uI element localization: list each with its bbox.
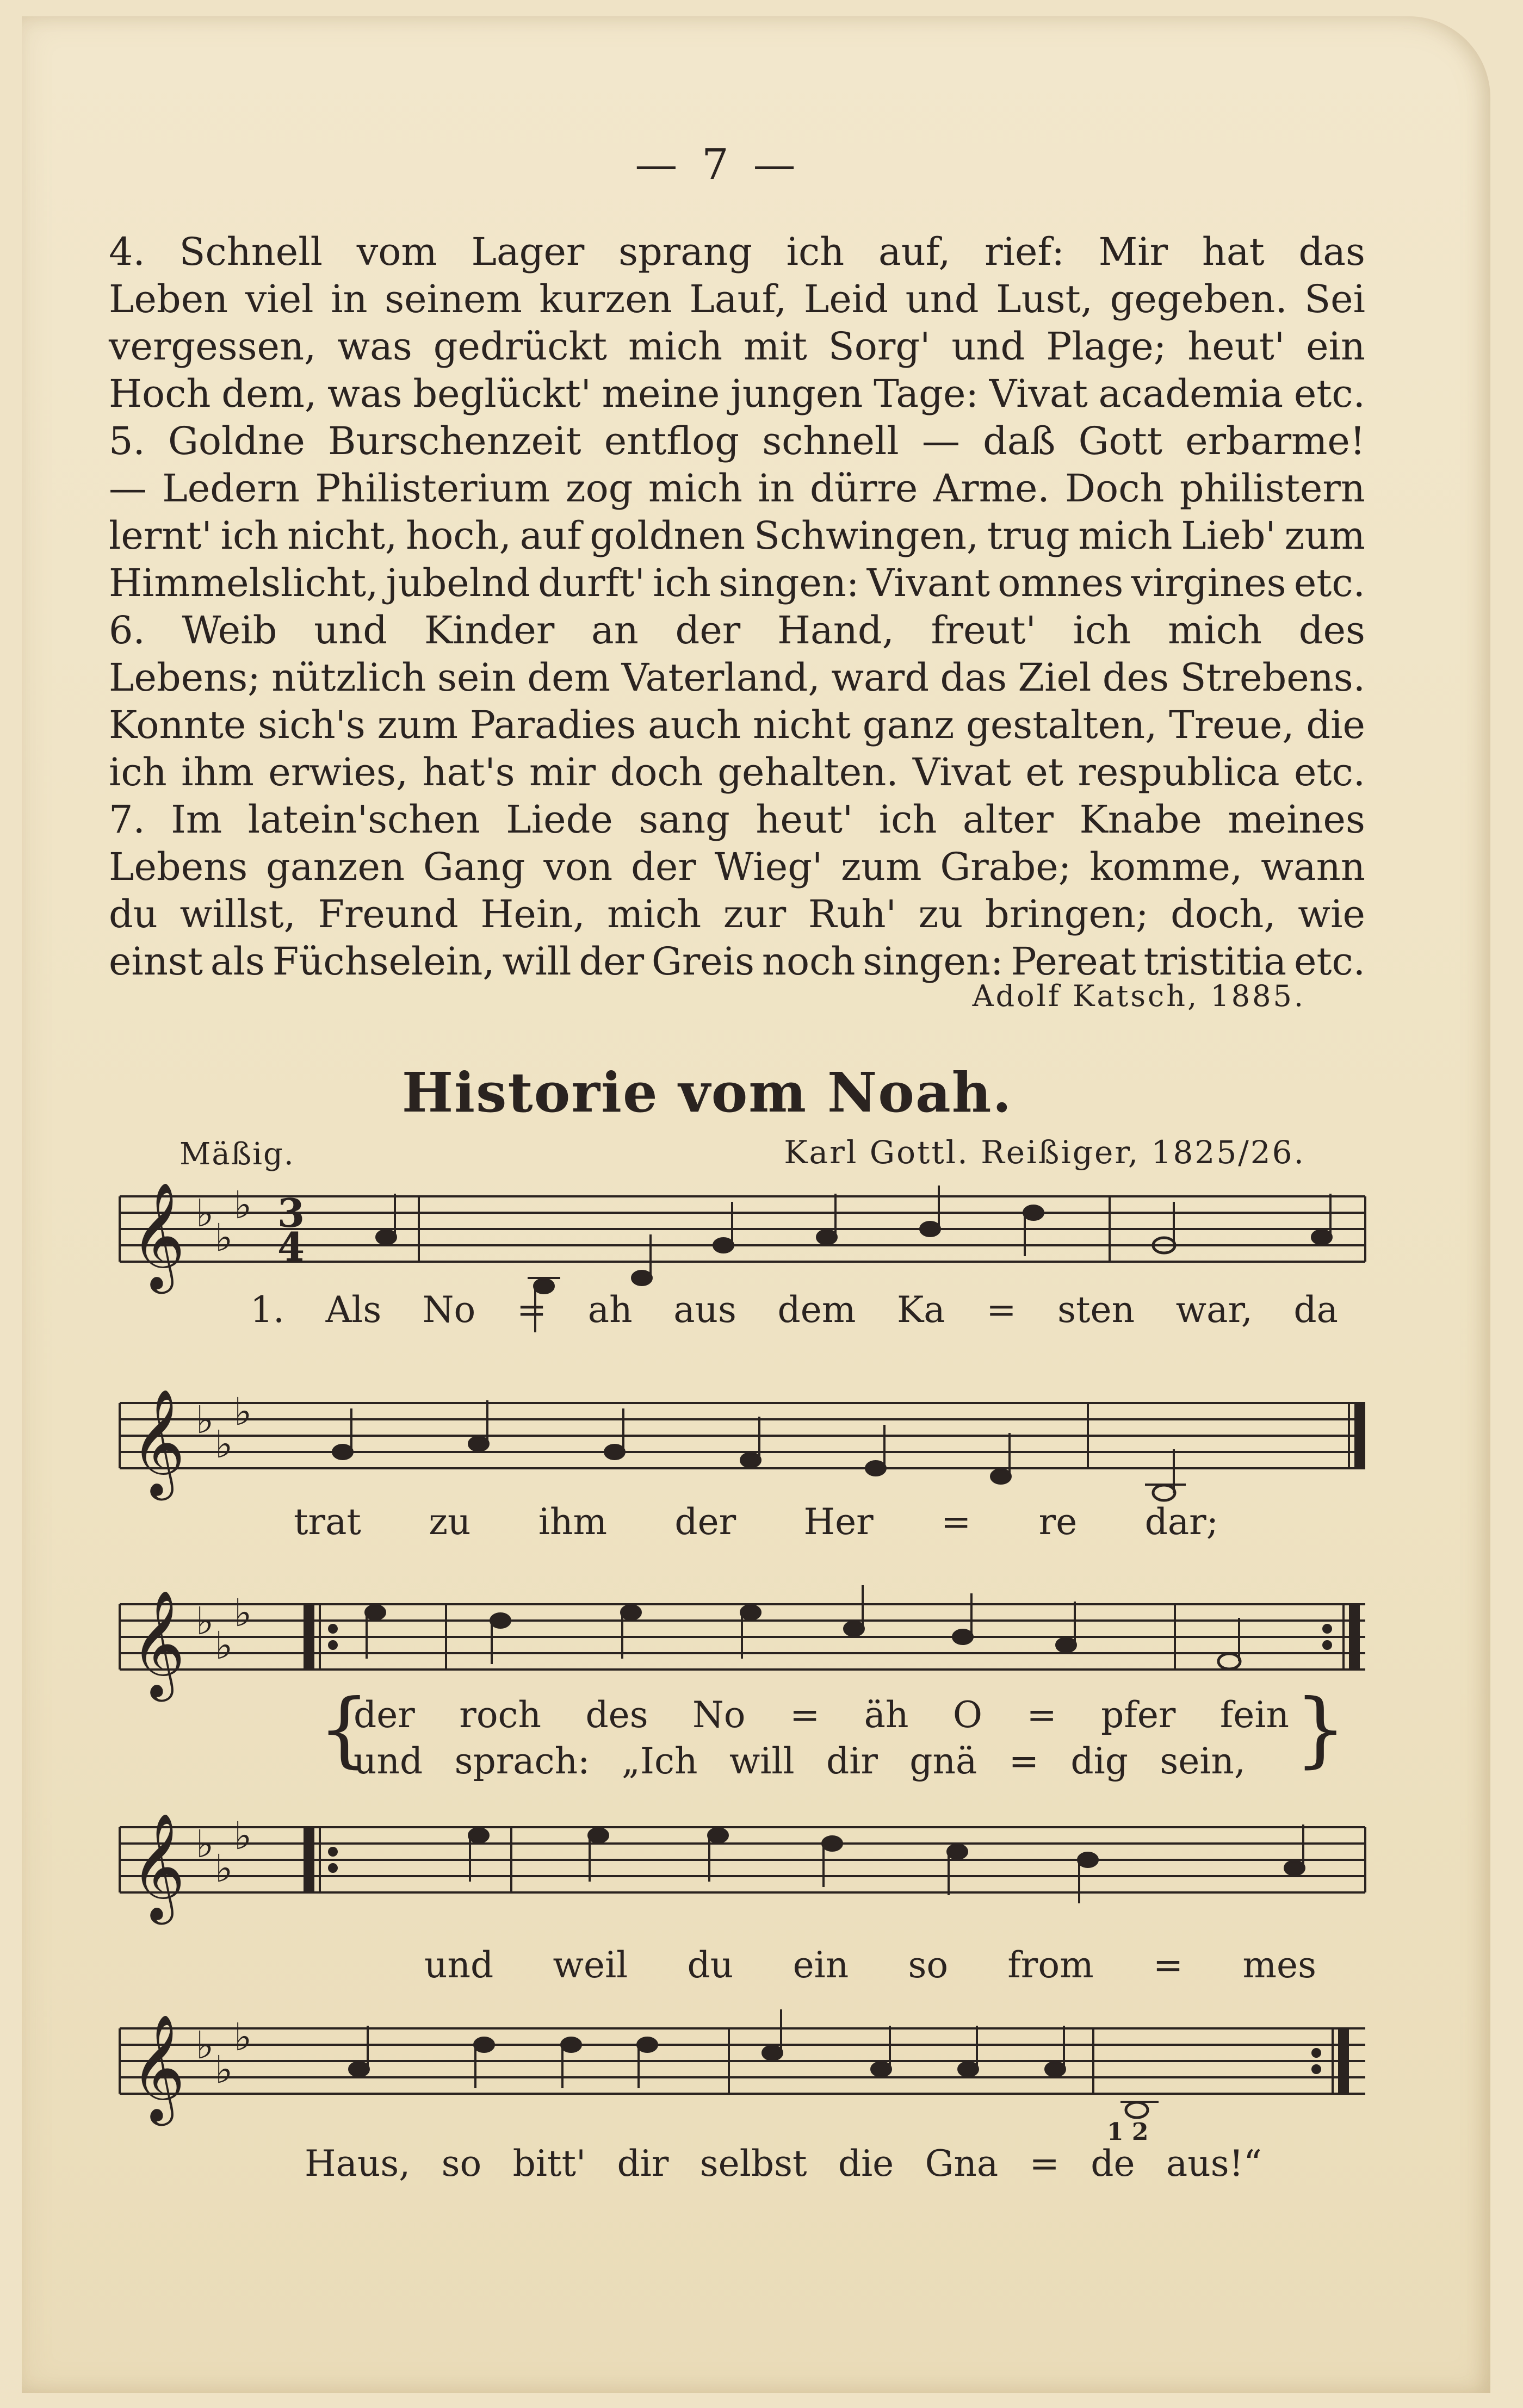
- verse-word: mich: [648, 466, 742, 511]
- lyric-syllable: No: [422, 1289, 476, 1331]
- verse-word: mich: [607, 892, 702, 936]
- lyric-syllable: re: [1038, 1501, 1078, 1543]
- verse-word: Ledern: [162, 466, 300, 511]
- verse-word: Hoch: [109, 371, 211, 416]
- verse-word: noch: [762, 939, 856, 984]
- verse-word: alter: [962, 797, 1054, 842]
- verse-word: nützlich: [271, 655, 426, 700]
- verse-word: Himmelslicht,: [109, 561, 379, 605]
- svg-text:♭: ♭: [215, 1623, 233, 1668]
- volta-number: 1 2: [1107, 2118, 1149, 2146]
- composer-attribution: Karl Gottl. Reißiger, 1825/26.: [784, 1134, 1305, 1171]
- verse-word: Hand,: [777, 608, 894, 653]
- verse-word: Lager: [471, 229, 585, 274]
- verse-word: Liede: [506, 797, 613, 842]
- verse-word: Leid: [803, 277, 888, 321]
- verse-word: komme,: [1089, 845, 1243, 889]
- treble-clef-icon: [131, 1182, 185, 1294]
- svg-text:𝄞: 𝄞: [131, 1182, 185, 1289]
- svg-text:♭: ♭: [196, 1398, 214, 1442]
- verse-word: 5.: [109, 419, 145, 463]
- music-staff-5: [98, 2007, 1392, 2164]
- verse-word: vergessen,: [109, 324, 317, 369]
- svg-text:♭: ♭: [215, 1846, 233, 1891]
- lyrics-line-5: [305, 2143, 1262, 2184]
- verse-word: meine: [602, 371, 720, 416]
- verse-word: dem,: [221, 371, 317, 416]
- verse-word: Philisterium: [315, 466, 550, 511]
- verse-word: mich: [1168, 608, 1262, 653]
- lyric-syllable: from: [1007, 1944, 1094, 1986]
- verse-line: [109, 749, 1365, 796]
- verse-word: ich: [220, 513, 279, 558]
- verse-word: Kinder: [424, 608, 555, 653]
- verse-word: —: [921, 419, 960, 463]
- verse-word: gedrückt: [433, 324, 608, 369]
- lyric-syllable: „Ich: [621, 1740, 698, 1782]
- lyric-syllable: gnä: [909, 1740, 977, 1782]
- lyric-syllable: sten: [1057, 1289, 1135, 1331]
- verse-word: Vaterland,: [621, 655, 820, 700]
- verse-word: hoch,: [406, 513, 511, 558]
- verse-word: Goldne: [168, 419, 305, 463]
- lyric-syllable: will: [729, 1740, 795, 1782]
- lyric-syllable: dig: [1070, 1740, 1129, 1782]
- lyric-syllable: O: [952, 1694, 983, 1736]
- verse-word: erwies,: [268, 750, 408, 795]
- verse-line: [109, 323, 1365, 370]
- verse-word: ich: [878, 797, 937, 842]
- verse-line: [109, 607, 1365, 654]
- verse-word: Schnell: [179, 229, 323, 274]
- lyric-syllable: dir: [826, 1740, 878, 1782]
- verse-word: du: [109, 892, 158, 936]
- lyric-syllable: =: [986, 1289, 1017, 1331]
- verse-word: Schwingen,: [753, 513, 979, 558]
- svg-text:𝄞: 𝄞: [131, 1813, 185, 1920]
- lyric-syllable: =: [516, 1289, 547, 1331]
- lyric-syllable: dar;: [1144, 1501, 1218, 1543]
- verse-word: Leben: [109, 277, 228, 321]
- key-signature-flats-icon: [196, 2015, 252, 2092]
- tempo-marking: Mäßig.: [179, 1137, 295, 1172]
- lyric-syllable: und: [354, 1740, 423, 1782]
- verse-word: ward: [831, 655, 930, 700]
- verse-word: Wieg': [714, 845, 823, 889]
- verse-word: Greis: [651, 939, 755, 984]
- svg-text:♭: ♭: [196, 1822, 214, 1866]
- lyric-syllable: Als: [325, 1289, 382, 1331]
- lyric-syllable: der: [674, 1501, 736, 1543]
- verse-word: wann: [1261, 845, 1365, 889]
- verse-word: sich's: [258, 703, 366, 747]
- verse-word: Pereat: [1011, 939, 1136, 984]
- verse-word: Gott: [1078, 419, 1162, 463]
- svg-text:♭: ♭: [196, 2023, 214, 2068]
- verse-word: was: [337, 324, 412, 369]
- lyric-syllable: aus: [673, 1289, 736, 1331]
- lyric-syllable: =: [941, 1501, 971, 1543]
- verse-word: das: [940, 655, 1007, 700]
- lyric-syllable: weil: [553, 1944, 628, 1986]
- verse-word: dürre: [810, 466, 918, 511]
- verse-word: doch: [610, 750, 703, 795]
- verse-word: das: [1298, 229, 1365, 274]
- lyric-syllable: =: [1153, 1944, 1184, 1986]
- verse-word: Gang: [423, 845, 525, 889]
- verse-word: doch,: [1171, 892, 1276, 936]
- verse-word: Arme.: [933, 466, 1050, 511]
- verse-word: in: [758, 466, 795, 511]
- svg-text:♭: ♭: [234, 2015, 252, 2059]
- verse-word: hat: [1202, 229, 1265, 274]
- verse-word: 4.: [109, 229, 145, 274]
- verse-word: daß: [983, 419, 1056, 463]
- verse-word: des: [1102, 655, 1169, 700]
- verse-word: ein: [1306, 324, 1365, 369]
- verse-word: Konnte: [109, 703, 246, 747]
- svg-text:♭: ♭: [234, 1814, 252, 1858]
- verse-word: bringen;: [985, 892, 1149, 936]
- verse-word: zog: [565, 466, 633, 511]
- verse-word: Doch: [1064, 466, 1165, 511]
- svg-text:♭: ♭: [215, 1422, 233, 1467]
- lyric-syllable: da: [1293, 1289, 1338, 1331]
- lyric-syllable: zu: [429, 1501, 471, 1543]
- lyric-syllable: dem: [777, 1289, 856, 1331]
- verse-word: Lauf,: [689, 277, 787, 321]
- verse-word: nicht,: [287, 513, 398, 558]
- verse-word: ich: [109, 750, 167, 795]
- song-title: Historie vom Noah.: [401, 1060, 1013, 1125]
- verse-word: mich: [1078, 513, 1173, 558]
- verse-word: academia: [1098, 371, 1284, 416]
- verse-word: der: [631, 845, 696, 889]
- lyric-syllable: ah: [587, 1289, 633, 1331]
- treble-clef-icon: [131, 1813, 185, 1925]
- verse-line: [109, 418, 1365, 465]
- verse-word: Lebens: [109, 845, 248, 889]
- verse-word: beglückt': [413, 371, 591, 416]
- verse-word: Lebens;: [109, 655, 261, 700]
- verse-word: zum: [377, 703, 459, 747]
- verse-word: gestalten,: [966, 703, 1157, 747]
- verse-word: goldnen: [590, 513, 746, 558]
- lyric-syllable: bitt': [512, 2143, 586, 2184]
- verse-word: Strebens.: [1180, 655, 1365, 700]
- verse-word: der: [675, 608, 741, 653]
- book-page: [22, 16, 1490, 2393]
- lyric-syllable: dir: [617, 2143, 669, 2184]
- verse-word: zum: [841, 845, 922, 889]
- verse-word: omnes: [998, 561, 1124, 605]
- treble-clef-icon: [131, 1388, 185, 1500]
- verse-word: meines: [1228, 797, 1365, 842]
- svg-text:♭: ♭: [196, 1599, 214, 1643]
- verse-word: von: [543, 845, 613, 889]
- verse-word: 6.: [109, 608, 145, 653]
- verse-word: auf: [519, 513, 581, 558]
- verse-word: Plage;: [1046, 324, 1167, 369]
- lyric-syllable: war,: [1175, 1289, 1253, 1331]
- verse-word: mit: [743, 324, 807, 369]
- verse-word: jubelnd: [386, 561, 530, 605]
- verse-line: [109, 228, 1365, 276]
- verse-word: rief:: [985, 229, 1064, 274]
- verse-word: philistern: [1179, 466, 1365, 511]
- svg-text:𝄞: 𝄞: [131, 1590, 185, 1697]
- verse-word: Freund: [318, 892, 459, 936]
- verse-word: schnell: [762, 419, 899, 463]
- lyric-syllable: ihm: [538, 1501, 608, 1543]
- verse-word: heut': [1187, 324, 1285, 369]
- verse-word: Ruh': [808, 892, 896, 936]
- verse-word: virgines: [1131, 561, 1286, 605]
- verse-word: vom: [356, 229, 437, 274]
- verse-word: entflog: [604, 419, 739, 463]
- lyric-syllable: Haus,: [305, 2143, 411, 2184]
- verse-word: nicht: [753, 703, 851, 747]
- verse-word: ihm: [181, 750, 254, 795]
- verse-word: viel: [245, 277, 314, 321]
- lyrics-line-1: [250, 1289, 1338, 1331]
- verse-word: singen:: [719, 561, 859, 605]
- verse-word: Sorg': [828, 324, 931, 369]
- verse-word: gehalten.: [717, 750, 899, 795]
- time-signature-top: 3: [277, 1190, 305, 1236]
- verse-word: ich: [1073, 608, 1131, 653]
- verse-word: auch: [648, 703, 741, 747]
- svg-text:𝄞: 𝄞: [131, 2014, 185, 2121]
- verse-word: willst,: [179, 892, 296, 936]
- lyric-syllable: des: [585, 1694, 648, 1736]
- verse-word: dem: [527, 655, 610, 700]
- verse-word: Burschenzeit: [327, 419, 581, 463]
- verse-word: Vivant: [866, 561, 990, 605]
- lyricist-attribution: Adolf Katsch, 1885.: [972, 979, 1305, 1013]
- lyrics-line-3b: [354, 1740, 1246, 1782]
- music-staff-4: [98, 1805, 1392, 1925]
- lyric-syllable: die: [838, 2143, 894, 2184]
- verse-word: des: [1298, 608, 1365, 653]
- lyric-syllable: de: [1091, 2143, 1135, 2184]
- treble-clef-icon: [131, 1590, 185, 1702]
- verse-word: latein'schen: [247, 797, 480, 842]
- verse-word: Grabe;: [940, 845, 1072, 889]
- verse-word: etc.: [1293, 561, 1365, 605]
- verse-word: gegeben.: [1110, 277, 1287, 321]
- verse-word: einst: [109, 939, 203, 984]
- verse-line: [109, 843, 1365, 891]
- verse-line: [109, 654, 1365, 702]
- verse-line: [109, 938, 1365, 985]
- verse-word: ich: [653, 561, 711, 605]
- lyric-syllable: und: [424, 1944, 494, 1986]
- verse-word: wie: [1298, 892, 1365, 936]
- lyric-syllable: 1.: [250, 1289, 284, 1331]
- lyric-syllable: Gna: [925, 2143, 999, 2184]
- verse-word: sang: [639, 797, 730, 842]
- verse-word: und: [314, 608, 388, 653]
- verse-word: ganz: [862, 703, 955, 747]
- verse-word: Treue,: [1169, 703, 1295, 747]
- lyric-syllable: =: [1029, 2143, 1060, 2184]
- lyric-syllable: so: [441, 2143, 482, 2184]
- verse-word: singen:: [863, 939, 1004, 984]
- verse-word: kurzen: [539, 277, 672, 321]
- svg-text:𝄞: 𝄞: [131, 1388, 185, 1496]
- svg-text:♭: ♭: [196, 1191, 214, 1236]
- verse-word: Vivat: [912, 750, 1012, 795]
- verse-word: der: [579, 939, 645, 984]
- verse-word: Vivat: [989, 371, 1088, 416]
- verse-word: Ziel: [1018, 655, 1092, 700]
- lyric-syllable: du: [687, 1944, 734, 1986]
- lyrics-line-3a: [354, 1694, 1289, 1736]
- lyrics-line-4: [424, 1944, 1316, 1986]
- verse-line: [109, 465, 1365, 512]
- lyric-syllable: Her: [803, 1501, 874, 1543]
- verse-word: die: [1306, 703, 1365, 747]
- verse-line: [109, 796, 1365, 843]
- treble-clef-icon: [131, 2014, 185, 2126]
- lyric-syllable: trat: [294, 1501, 361, 1543]
- svg-text:♭: ♭: [215, 1215, 233, 1260]
- lyric-syllable: selbst: [699, 2143, 807, 2184]
- verse-line: [109, 891, 1365, 938]
- lyric-syllable: =: [789, 1694, 820, 1736]
- lyric-syllable: roch: [459, 1694, 542, 1736]
- verse-word: auf,: [878, 229, 951, 274]
- verse-word: mich: [628, 324, 723, 369]
- verse-word: Lust,: [996, 277, 1093, 321]
- key-signature-flats-icon: [196, 1183, 252, 1260]
- verse-word: Sei: [1304, 277, 1365, 321]
- verse-word: lernt': [109, 513, 212, 558]
- verse-line: [109, 370, 1365, 418]
- verse-word: zur: [723, 892, 787, 936]
- verse-word: sein: [437, 655, 516, 700]
- verse-word: was: [327, 371, 403, 416]
- lyric-syllable: sprach:: [454, 1740, 590, 1782]
- verse-word: in: [331, 277, 368, 321]
- verse-line: [109, 512, 1365, 560]
- svg-text:♭: ♭: [234, 1183, 252, 1227]
- verse-word: Füchselein,: [272, 939, 495, 984]
- verse-word: mir: [529, 750, 596, 795]
- lyric-syllable: äh: [864, 1694, 909, 1736]
- lyric-syllable: fein: [1219, 1694, 1289, 1736]
- lyric-syllable: ein: [793, 1944, 849, 1986]
- verse-line: [109, 560, 1365, 607]
- verse-word: an: [591, 608, 639, 653]
- key-signature-flats-icon: [196, 1814, 252, 1891]
- verse-word: und: [951, 324, 1025, 369]
- verse-word: sprang: [618, 229, 752, 274]
- verse-word: ich: [786, 229, 845, 274]
- verse-word: etc.: [1293, 750, 1365, 795]
- svg-text:♭: ♭: [234, 1389, 252, 1434]
- verse-word: trug: [987, 513, 1070, 558]
- verse-word: hat's: [422, 750, 515, 795]
- verse-word: seinem: [385, 277, 522, 321]
- verse-word: respublica: [1078, 750, 1280, 795]
- verse-word: etc.: [1293, 939, 1365, 984]
- verse-word: freut': [931, 608, 1036, 653]
- svg-text:♭: ♭: [215, 2047, 233, 2092]
- verse-word: Paradies: [469, 703, 636, 747]
- key-signature-flats-icon: [196, 1591, 252, 1668]
- song-verses: [109, 228, 1365, 985]
- verse-word: tristitia: [1143, 939, 1287, 984]
- lyric-syllable: =: [1008, 1740, 1039, 1782]
- verse-word: 7.: [109, 797, 145, 842]
- right-brace-icon: }: [1295, 1682, 1347, 1777]
- verse-word: jungen: [730, 371, 863, 416]
- verse-word: Knabe: [1079, 797, 1202, 842]
- verse-word: Mir: [1098, 229, 1168, 274]
- verse-word: Weib: [182, 608, 277, 653]
- verse-word: Lieb': [1181, 513, 1276, 558]
- lyric-syllable: mes: [1242, 1944, 1316, 1986]
- page-number: — 7 —: [635, 140, 801, 189]
- lyric-syllable: No: [692, 1694, 746, 1736]
- verse-word: will: [502, 939, 572, 984]
- lyric-syllable: aus!“: [1166, 2143, 1262, 2184]
- verse-word: zum: [1284, 513, 1365, 558]
- verse-word: Im: [171, 797, 222, 842]
- verse-line: [109, 276, 1365, 323]
- key-signature-flats-icon: [196, 1389, 252, 1467]
- verse-word: zu: [918, 892, 963, 936]
- verse-word: et: [1025, 750, 1063, 795]
- svg-text:♭: ♭: [234, 1591, 252, 1635]
- lyric-syllable: pfer: [1101, 1694, 1176, 1736]
- verse-word: als: [210, 939, 265, 984]
- verse-word: erbarme!: [1185, 419, 1365, 463]
- lyric-syllable: Ka: [897, 1289, 945, 1331]
- verse-word: —: [109, 466, 147, 511]
- verse-word: ganzen: [266, 845, 405, 889]
- lyric-syllable: =: [1026, 1694, 1057, 1736]
- verse-word: und: [905, 277, 979, 321]
- verse-word: Hein,: [480, 892, 585, 936]
- music-staff-3: [98, 1582, 1392, 1702]
- lyric-syllable: so: [908, 1944, 949, 1986]
- lyric-syllable: der: [354, 1694, 415, 1736]
- verse-word: etc.: [1293, 371, 1365, 416]
- verse-line: [109, 702, 1365, 749]
- left-brace-icon: {: [318, 1682, 370, 1777]
- time-signature-bottom: 4: [277, 1224, 305, 1270]
- lyrics-line-2: [294, 1501, 1218, 1543]
- verse-word: durft': [538, 561, 645, 605]
- verse-word: heut': [756, 797, 853, 842]
- verse-word: Tage:: [874, 371, 979, 416]
- lyric-syllable: sein,: [1160, 1740, 1246, 1782]
